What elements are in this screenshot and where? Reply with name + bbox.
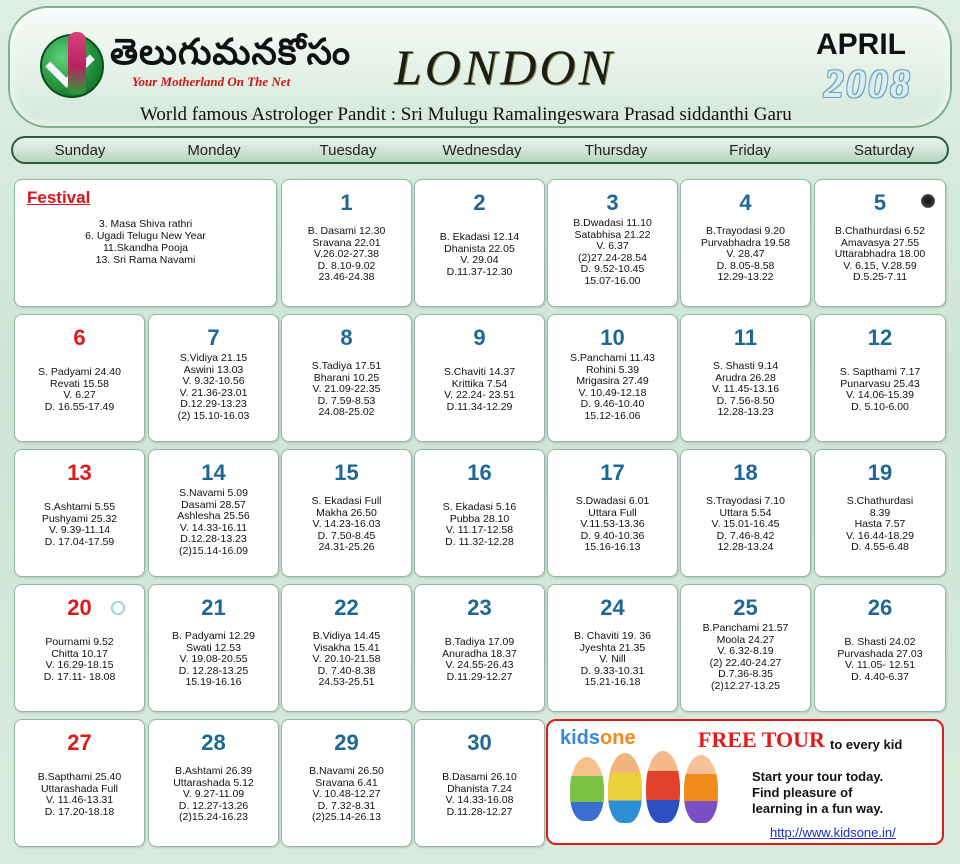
day-cell-27: [14, 719, 145, 847]
panchang-line: 15.12-16.06: [584, 409, 641, 422]
city-title: LONDON: [394, 39, 615, 95]
day-number: 9: [473, 325, 486, 350]
panchang-details: [683, 496, 808, 554]
panchang-line: 8.39: [869, 506, 891, 519]
festival-list: [15, 218, 276, 266]
weekday-tuesday: Tuesday: [319, 142, 377, 159]
panchang-line: Amavasya 27.55: [840, 236, 920, 249]
panchang-line: V. 10.49-12.18: [578, 386, 647, 399]
day-cell-8: [281, 314, 412, 442]
day-number: 23: [467, 595, 492, 620]
panchang-line: 15.19-16.16: [185, 676, 242, 688]
festival-box: [14, 179, 277, 307]
panchang-line: Uttara Full: [588, 506, 637, 519]
panchang-line: B.Sapthami 25.40: [37, 771, 122, 783]
panchang-details: [817, 226, 943, 284]
day-number: 22: [334, 595, 359, 620]
panchang-line: D. 17.04-17.59: [44, 535, 115, 548]
panchang-details: [550, 496, 675, 554]
panchang-line: V. 11.46-13.31: [45, 794, 114, 806]
brand-name[interactable]: తెలుగుమనకోసం: [110, 32, 352, 73]
panchang-line: (2) 22.40-24.27: [709, 656, 782, 669]
panchang-line: V. 9.32-10.56: [182, 375, 245, 387]
panchang-line: Krittika 7.54: [451, 377, 508, 390]
day-cell-10: [547, 314, 678, 442]
panchang-line: V. 10.48-12.27: [312, 788, 381, 800]
brand-tagline: Your Motherland On The Net: [132, 74, 291, 89]
panchang-line: V. 14.33-16.11: [179, 521, 248, 534]
panchang-details: [151, 766, 276, 824]
panchang-line: D.11.29-12.27: [446, 670, 513, 683]
panchang-line: S.Ashtami 5.55: [43, 501, 116, 513]
calendar-header: [8, 6, 952, 128]
panchang-line: D. 17.11- 18.08: [43, 670, 116, 683]
day-cell-3: [547, 179, 678, 307]
day-cell-23: [414, 584, 545, 712]
day-cell-24: [547, 584, 678, 712]
day-number: 25: [733, 595, 758, 620]
day-cell-1: [281, 179, 412, 307]
panchang-line: D.7.36-8.35: [718, 668, 773, 680]
day-cell-25: [680, 584, 811, 712]
panchang-line: V. 6.27: [63, 389, 96, 401]
day-number: 8: [340, 325, 353, 350]
panchang-line: B. Dasami 12.30: [307, 225, 386, 237]
panchang-line: D.12.29-13.23: [180, 398, 247, 410]
panchang-line: V.26.02-27.38: [313, 248, 379, 260]
panchang-line: S. Sapthami 7.17: [839, 366, 921, 378]
panchang-line: (2)15.24-16.23: [179, 811, 248, 823]
panchang-details: [284, 766, 409, 824]
panchang-line: Satabhisa 21.22: [574, 228, 651, 241]
panchang-details: [17, 367, 142, 413]
panchang-line: V. 28.47: [726, 248, 765, 260]
panchang-line: D.11.28-12.27: [446, 805, 513, 818]
panchang-line: Pubba 28.10: [449, 512, 510, 525]
panchang-line: V. 20.10-21.58: [312, 653, 381, 665]
panchang-line: S.Chaviti 14.37: [443, 366, 516, 378]
day-number: 28: [201, 730, 226, 755]
panchang-line: B. Ekadasi 12.14: [439, 231, 520, 243]
panchang-details: [817, 637, 943, 683]
panchang-line: D. 7.40-8.38: [317, 664, 376, 677]
panchang-line: Mrigasira 27.49: [576, 375, 649, 387]
panchang-line: Hasta 7.57: [854, 518, 906, 530]
panchang-details: [417, 502, 542, 548]
panchang-line: 15.21-16.18: [584, 676, 641, 688]
panchang-line: B. Padyami 12.29: [172, 630, 255, 642]
day-number: 27: [67, 730, 92, 755]
month-label: APRIL: [816, 28, 906, 61]
panchang-line: (2)25.14-26.13: [312, 811, 381, 823]
panchang-line: (2) 15.10-16.03: [177, 409, 250, 422]
panchang-line: S.Panchami 11.43: [569, 352, 656, 364]
panchang-line: Bharani 10.25: [313, 371, 380, 384]
panchang-line: D. 7.56-8.50: [716, 394, 775, 407]
weekday-wednesday: Wednesday: [442, 142, 522, 159]
kidsone-logo-kids: kids: [560, 727, 601, 749]
panchang-details: [151, 488, 276, 557]
day-cell-30: [414, 719, 545, 847]
panchang-line: Revati 15.58: [50, 377, 109, 390]
panchang-line: 24.08-25.02: [318, 406, 375, 418]
day-cell-15: [281, 449, 412, 577]
panchang-line: V. 19.08-20.55: [179, 653, 248, 665]
weekday-bar: [11, 136, 949, 164]
full-moon-icon: [111, 601, 125, 615]
panchang-details: [151, 631, 276, 689]
day-cell-6: [14, 314, 145, 442]
panchang-line: V. 16.44-18.29: [846, 529, 914, 542]
panchang-line: S.Chathurdasi: [846, 495, 914, 507]
panchang-line: 15.07-16.00: [584, 274, 641, 287]
panchang-line: Dhanista 7.24: [447, 782, 512, 795]
panchang-line: Jyeshta 21.35: [579, 641, 646, 654]
panchang-line: B.Panchami 21.57: [702, 622, 789, 634]
day-number: 29: [334, 730, 359, 755]
day-number: 20: [67, 595, 92, 620]
panchang-line: V. 29.04: [460, 254, 499, 266]
day-number: 2: [473, 190, 486, 215]
day-number: 10: [600, 325, 625, 350]
panchang-line: Makha 26.50: [316, 506, 377, 519]
panchang-line: D.12.28-13.23: [180, 533, 247, 545]
panchang-line: Pournami 9.52: [45, 636, 114, 648]
panchang-line: Ashlesha 25.56: [177, 510, 250, 522]
panchang-line: Visakha 15.41: [313, 641, 380, 654]
panchang-details: [151, 353, 276, 422]
panchang-line: D. 9.52-10.45: [580, 263, 645, 275]
panchang-line: V. 21.36-23.01: [179, 386, 248, 399]
panchang-details: [817, 367, 943, 413]
weekday-sunday: Sunday: [54, 142, 106, 159]
festival-item: 6. Ugadi Telugu New Year: [85, 230, 206, 242]
day-number: 17: [600, 460, 625, 485]
panchang-line: V. 11.17-12.58: [445, 524, 514, 536]
panchang-line: D. 7.32-8.31: [317, 799, 376, 812]
free-tour-headline[interactable]: FREE TOUR: [698, 727, 825, 752]
day-cell-22: [281, 584, 412, 712]
day-number: 18: [733, 460, 758, 485]
year-label: 2008: [824, 61, 912, 106]
festival-item: 3. Masa Shiva rathri: [98, 218, 193, 230]
goddess-figure-icon: [68, 32, 86, 94]
panchang-line: Purvashada 27.03: [837, 647, 923, 660]
panchang-line: Chitta 10.17: [51, 647, 108, 660]
ad-line: Find pleasure of: [752, 785, 853, 800]
panchang-line: D.11.37-12.30: [446, 265, 513, 278]
day-cell-2: [414, 179, 545, 307]
day-number: 30: [467, 730, 492, 755]
panchang-details: [417, 637, 542, 683]
day-cell-7: [148, 314, 279, 442]
panchang-line: S.Dwadasi 6.01: [575, 495, 650, 507]
panchang-line: V. 14.33-16.08: [445, 794, 514, 806]
panchang-line: S.Navami 5.09: [179, 487, 248, 499]
panchang-line: V. 9.39-11.14: [48, 524, 111, 536]
panchang-line: V.11.53-13.36: [580, 518, 645, 530]
panchang-line: D. 11.32-12.28: [445, 535, 514, 548]
kidsone-link[interactable]: http://www.kidsone.in/: [770, 825, 896, 840]
panchang-details: [683, 226, 808, 284]
day-number: 11: [733, 325, 758, 350]
day-number: 7: [207, 325, 220, 350]
panchang-line: V. 6.32-8.19: [717, 645, 774, 657]
panchang-line: 23.46-24.38: [318, 271, 375, 283]
panchang-line: Pushyami 25.32: [41, 512, 118, 525]
panchang-line: B.Vidiya 14.45: [312, 630, 381, 642]
ad-description: [752, 769, 942, 817]
day-cell-28: [148, 719, 279, 847]
panchang-line: Dasami 28.57: [181, 498, 246, 511]
festival-title: Festival: [27, 188, 91, 207]
day-number: 6: [73, 325, 86, 350]
panchang-line: 15.16-16.13: [584, 541, 641, 553]
panchang-line: V. 22.24- 23.51: [444, 389, 515, 401]
panchang-line: S.Tadiya 17.51: [311, 360, 382, 372]
day-cell-29: [281, 719, 412, 847]
day-cell-14: [148, 449, 279, 577]
day-number: 26: [867, 595, 893, 620]
panchang-line: S. Shasti 9.14: [712, 360, 779, 372]
day-number: 15: [334, 460, 359, 485]
panchang-line: B. Chaviti 19. 36: [573, 630, 652, 642]
panchang-line: D. 9.40-10.36: [580, 529, 645, 542]
panchang-line: V. Nill: [599, 653, 626, 665]
panchang-details: [683, 623, 808, 692]
day-cell-26: [814, 584, 946, 712]
panchang-line: Uttara 5.54: [719, 506, 772, 519]
day-number: 13: [67, 460, 92, 485]
panchang-line: Aswini 13.03: [183, 363, 244, 376]
panchang-line: Sravana 22.01: [312, 236, 381, 249]
panchang-line: Purvabhadra 19.58: [700, 236, 791, 249]
panchang-details: [17, 772, 142, 818]
panchang-details: [17, 502, 142, 548]
panchang-details: [284, 226, 409, 284]
panchang-line: Anuradha 18.37: [442, 647, 517, 660]
day-cell-12: [814, 314, 946, 442]
panchang-line: D.11.34-12.29: [446, 400, 513, 413]
panchang-line: Sravana 6.41: [315, 776, 378, 789]
panchang-line: D. 4.55-6.48: [851, 541, 909, 553]
panchang-line: (2)15.14-16.09: [179, 544, 248, 557]
panchang-line: V. 11.45-13.16: [711, 383, 780, 395]
weekday-saturday: Saturday: [853, 142, 915, 159]
panchang-line: 24.53-25.51: [318, 676, 375, 688]
panchang-line: Uttarabhadra 18.00: [834, 248, 926, 260]
panchang-line: (2)12.27-13.25: [711, 679, 780, 692]
kidsone-advertisement[interactable]: [546, 719, 944, 845]
panchang-details: [417, 367, 542, 413]
kidsone-logo-one: one: [600, 727, 636, 749]
panchang-line: D. 5.10-6.00: [851, 400, 909, 413]
panchang-line: V. 6.15, V.28.59: [843, 259, 917, 272]
day-cell-16: [414, 449, 545, 577]
panchang-line: S. Ekadasi Full: [311, 495, 382, 507]
weekday-monday: Monday: [187, 142, 241, 159]
panchang-line: D. 7.50-8.45: [317, 529, 376, 542]
panchang-line: B.Chathurdasi 6.52: [835, 225, 925, 237]
day-number: 3: [606, 190, 619, 215]
panchang-line: V. 6.37: [596, 240, 629, 252]
free-tour-subline: to every kid: [830, 737, 903, 752]
panchang-line: S.Trayodasi 7.10: [706, 495, 785, 507]
day-cell-5: [814, 179, 946, 307]
panchang-line: D. 9.46-10.40: [580, 398, 645, 410]
festival-item: 11.Skandha Pooja: [102, 242, 189, 254]
panchang-line: Uttarashada Full: [40, 782, 119, 795]
panchang-line: B.Navami 26.50: [309, 765, 384, 777]
panchang-line: D. 7.46-8.42: [716, 529, 775, 542]
panchang-line: 12.29-13.22: [717, 271, 774, 283]
weekday-thursday: Thursday: [584, 142, 648, 159]
panchang-details: [284, 361, 409, 419]
day-cell-4: [680, 179, 811, 307]
panchang-line: S.Vidiya 21.15: [179, 352, 248, 364]
panchang-line: V. 14.06-15.39: [846, 389, 914, 401]
day-number: 19: [867, 460, 893, 485]
panchang-line: V. 11.05- 12.51: [844, 659, 916, 671]
panchang-details: [417, 772, 542, 818]
day-cell-19: [814, 449, 946, 577]
panchang-line: V. 14.23-16.03: [312, 518, 381, 530]
panchang-line: B.Trayodasi 9.20: [706, 225, 785, 237]
panchang-line: B.Tadiya 17.09: [444, 636, 515, 648]
panchang-line: D. 12.27-13.26: [178, 799, 249, 812]
panchang-line: V. 16.29-18.15: [45, 659, 114, 671]
panchang-line: Rohini 5.39: [585, 363, 640, 376]
festival-item: 13. Sri Rama Navami: [95, 254, 196, 266]
panchang-details: [550, 218, 675, 287]
panchang-line: (2)27.24-28.54: [578, 251, 647, 264]
ad-line: Start your tour today.: [752, 769, 884, 784]
weekday-friday: Friday: [729, 142, 771, 159]
panchang-line: D.5.25-7.11: [852, 271, 908, 283]
panchang-line: D. 9.33-10.31: [580, 664, 645, 677]
panchang-line: 12.28-13.24: [717, 541, 774, 553]
panchang-line: V. 21.09-22.35: [312, 383, 381, 395]
panchang-line: D. 8.05-8.58: [716, 259, 775, 272]
panchang-line: B.Dwadasi 11.10: [573, 217, 652, 229]
panchang-line: Dhanista 22.05: [444, 242, 515, 255]
panchang-line: S. Padyami 24.40: [38, 366, 121, 378]
panchang-line: B.Ashtami 26.39: [174, 765, 253, 777]
panchang-line: Punarvasu 25.43: [840, 377, 920, 390]
panchang-line: Swati 12.53: [186, 641, 241, 654]
panchang-details: [550, 353, 675, 422]
day-number: 5: [873, 190, 887, 215]
day-cell-18: [680, 449, 811, 577]
panchang-line: B.Dasami 26.10: [442, 771, 517, 783]
panchang-line: B. Shasti 24.02: [844, 636, 916, 648]
panchang-details: [417, 232, 542, 278]
panchang-line: D. 4.40-6.37: [851, 670, 909, 683]
panchang-line: D. 8.10-9.02: [317, 259, 376, 272]
day-number: 1: [340, 190, 353, 215]
day-number: 24: [600, 595, 625, 620]
day-cell-20: [14, 584, 145, 712]
day-cell-13: [14, 449, 145, 577]
panchang-line: D. 16.55-17.49: [44, 400, 115, 413]
ad-line: learning in a fun way.: [752, 801, 884, 816]
panchang-line: 24.31-25.26: [318, 541, 375, 553]
panchang-line: D. 17.20-18.18: [44, 805, 115, 818]
panchang-line: Moola 24.27: [716, 633, 775, 646]
panchang-line: V. 24.55-26.43: [445, 659, 514, 671]
day-number: 12: [867, 325, 893, 350]
panchang-details: [550, 631, 675, 689]
panchang-line: Arudra 26.28: [715, 371, 776, 384]
day-cell-21: [148, 584, 279, 712]
kidsone-logo[interactable]: [560, 727, 636, 750]
day-cell-11: [680, 314, 811, 442]
panchang-line: 12.28-13.23: [717, 406, 774, 418]
panchang-line: V. 15.01-16.45: [711, 518, 780, 530]
panchang-line: D. 7.59-8.53: [317, 394, 376, 407]
panchang-line: D. 12.28-13.25: [178, 664, 249, 677]
panchang-details: [683, 361, 808, 419]
day-number: 4: [739, 190, 752, 215]
panchang-details: [817, 496, 943, 554]
panchang-details: [284, 631, 409, 689]
astrologer-credit: World famous Astrologer Pandit : Sri Mulugu Ramalingeswara Prasad siddanthi Garu: [140, 104, 792, 125]
panchang-details: [17, 637, 142, 683]
day-cell-9: [414, 314, 545, 442]
panchang-line: Uttarashada 5.12: [173, 776, 254, 789]
day-number: 21: [201, 595, 226, 620]
day-cell-17: [547, 449, 678, 577]
day-number: 14: [201, 460, 226, 485]
panchang-line: V. 9.27-11.09: [182, 788, 245, 800]
new-moon-icon: [921, 194, 935, 208]
day-number: 16: [467, 460, 492, 485]
panchang-details: [284, 496, 409, 554]
panchang-line: S. Ekadasi 5.16: [442, 501, 517, 513]
